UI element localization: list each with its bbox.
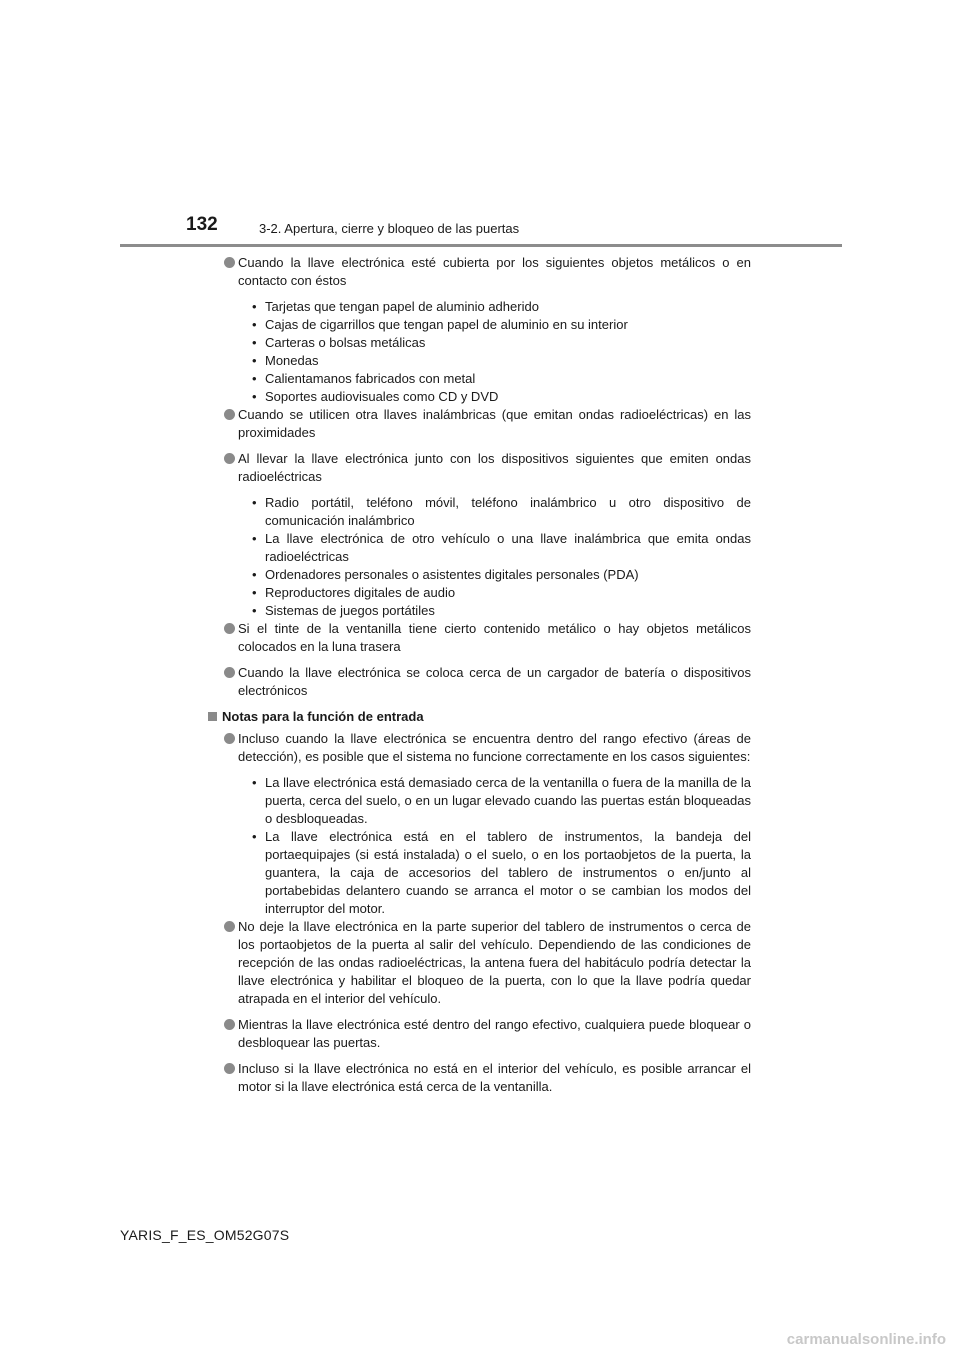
circle-bullet-icon xyxy=(224,257,235,268)
page-number: 132 xyxy=(186,214,218,235)
subitem: • Cajas de cigarrillos que tengan papel de aluminio en su interior xyxy=(252,317,628,332)
subitem: • Monedas xyxy=(252,353,319,368)
subitem: • Radio portátil, teléfono móvil, teléfono inalámbrico u otro dispositivo de comunicación inalámbrico xyxy=(252,495,751,528)
dot-bullet-icon: • xyxy=(252,335,257,350)
dot-bullet-icon: • xyxy=(252,353,257,368)
item-text: Incluso si la llave electrónica no está en el interior del vehículo, es posible arrancar el motor si la llave electrónica está cerca de la ventanilla. xyxy=(238,1061,751,1094)
watermark: carmanualsonline.info xyxy=(786,1331,946,1348)
sublist xyxy=(238,298,751,406)
list-item xyxy=(224,664,751,700)
item-text: Mientras la llave electrónica esté dentro del rango efectivo, cualquiera puede bloquear o desbloquear las puertas. xyxy=(238,1017,751,1050)
list-item xyxy=(224,918,751,1008)
circle-bullet-icon xyxy=(224,1019,235,1030)
dot-bullet-icon: • xyxy=(252,317,257,332)
circle-bullet-icon xyxy=(224,733,235,744)
item-text: Si el tinte de la ventanilla tiene cierto contenido metálico o hay objetos metálicos colocados en la luna trasera xyxy=(238,621,751,654)
subitem: • Ordenadores personales o asistentes digitales personales (PDA) xyxy=(252,567,639,582)
item-text: Cuando la llave electrónica se coloca cerca de un cargador de batería o dispositivos electrónicos xyxy=(238,665,751,698)
subitem: • Tarjetas que tengan papel de aluminio adherido xyxy=(252,299,539,314)
sublist xyxy=(238,494,751,620)
subitem: • La llave electrónica de otro vehículo o una llave inalámbrica que emita ondas radioeléctricas xyxy=(252,531,751,564)
dot-bullet-icon: • xyxy=(252,567,257,582)
list-item xyxy=(224,1016,751,1052)
circle-bullet-icon xyxy=(224,667,235,678)
list-item xyxy=(224,1060,751,1096)
dot-bullet-icon: • xyxy=(252,371,257,386)
subitem: • Reproductores digitales de audio xyxy=(252,585,456,600)
circle-bullet-icon xyxy=(224,453,235,464)
section-title: 3-2. Apertura, cierre y bloqueo de las puertas xyxy=(259,221,520,236)
list-item xyxy=(224,254,751,406)
item-text: Incluso cuando la llave electrónica se encuentra dentro del rango efectivo (áreas de detección), es posible que el sistema no funcione correctamente en los casos siguientes: xyxy=(238,731,751,764)
dot-bullet-icon: • xyxy=(252,389,257,404)
dot-bullet-icon: • xyxy=(252,585,257,600)
subitem: • Soportes audiovisuales como CD y DVD xyxy=(252,389,499,404)
header-rule xyxy=(120,244,842,247)
dot-bullet-icon: • xyxy=(252,531,257,546)
dot-bullet-icon: • xyxy=(252,495,257,510)
list-item xyxy=(224,450,751,620)
circle-bullet-icon xyxy=(224,921,235,932)
dot-bullet-icon: • xyxy=(252,299,257,314)
sublist xyxy=(238,774,751,918)
circle-bullet-icon xyxy=(224,1063,235,1074)
subitem: • Sistemas de juegos portátiles xyxy=(252,603,435,618)
dot-bullet-icon: • xyxy=(252,603,257,618)
item-text: No deje la llave electrónica en la parte superior del tablero de instrumentos o cerca de los portaobjetos de la puerta al salir del vehículo. Dependiendo de las condiciones de recepción de las ondas radioeléctricas, la antena fuera del habitáculo podría detectar la llave electrónica y habilitar el bloqueo de la puerta, con lo que la llave podría quedar atrapada en el interior del vehículo. xyxy=(238,919,751,1006)
circle-bullet-icon xyxy=(224,623,235,634)
list-item xyxy=(224,620,751,656)
circle-bullet-icon xyxy=(224,409,235,420)
content xyxy=(224,254,751,1096)
list-item xyxy=(224,730,751,918)
dot-bullet-icon: • xyxy=(252,829,257,844)
document-code: YARIS_F_ES_OM52G07S xyxy=(120,1227,290,1243)
item-text: Cuando la llave electrónica esté cubierta por los siguientes objetos metálicos o en contacto con éstos xyxy=(238,255,751,288)
list-item xyxy=(224,406,751,442)
subitem: • La llave electrónica está en el tablero de instrumentos, la bandeja del portaequipajes (si está instalada) o el suelo, o en los portaobjetos de la puerta, la guantera, la caja de accesorios del tablero de instrumentos o en/junto al portabebidas delantero cuando se arranca el motor o se cambian los modos del interruptor del motor. xyxy=(252,829,751,916)
item-text: Cuando se utilicen otra llaves inalámbricas (que emitan ondas radioeléctricas) en las proximidades xyxy=(238,407,751,440)
square-bullet-icon xyxy=(208,712,217,721)
subitem: • Calientamanos fabricados con metal xyxy=(252,371,476,386)
section-heading: Notas para la función de entrada xyxy=(205,708,751,726)
subitem: • Carteras o bolsas metálicas xyxy=(252,335,426,350)
dot-bullet-icon: • xyxy=(252,775,257,790)
item-text: Al llevar la llave electrónica junto con los dispositivos siguientes que emiten ondas radioeléctricas xyxy=(238,451,751,484)
subitem: • La llave electrónica está demasiado cerca de la ventanilla o fuera de la manilla de la puerta, cerca del suelo, o en un lugar elevado cuando las puertas están bloqueadas o desbloqueadas. xyxy=(252,775,751,826)
